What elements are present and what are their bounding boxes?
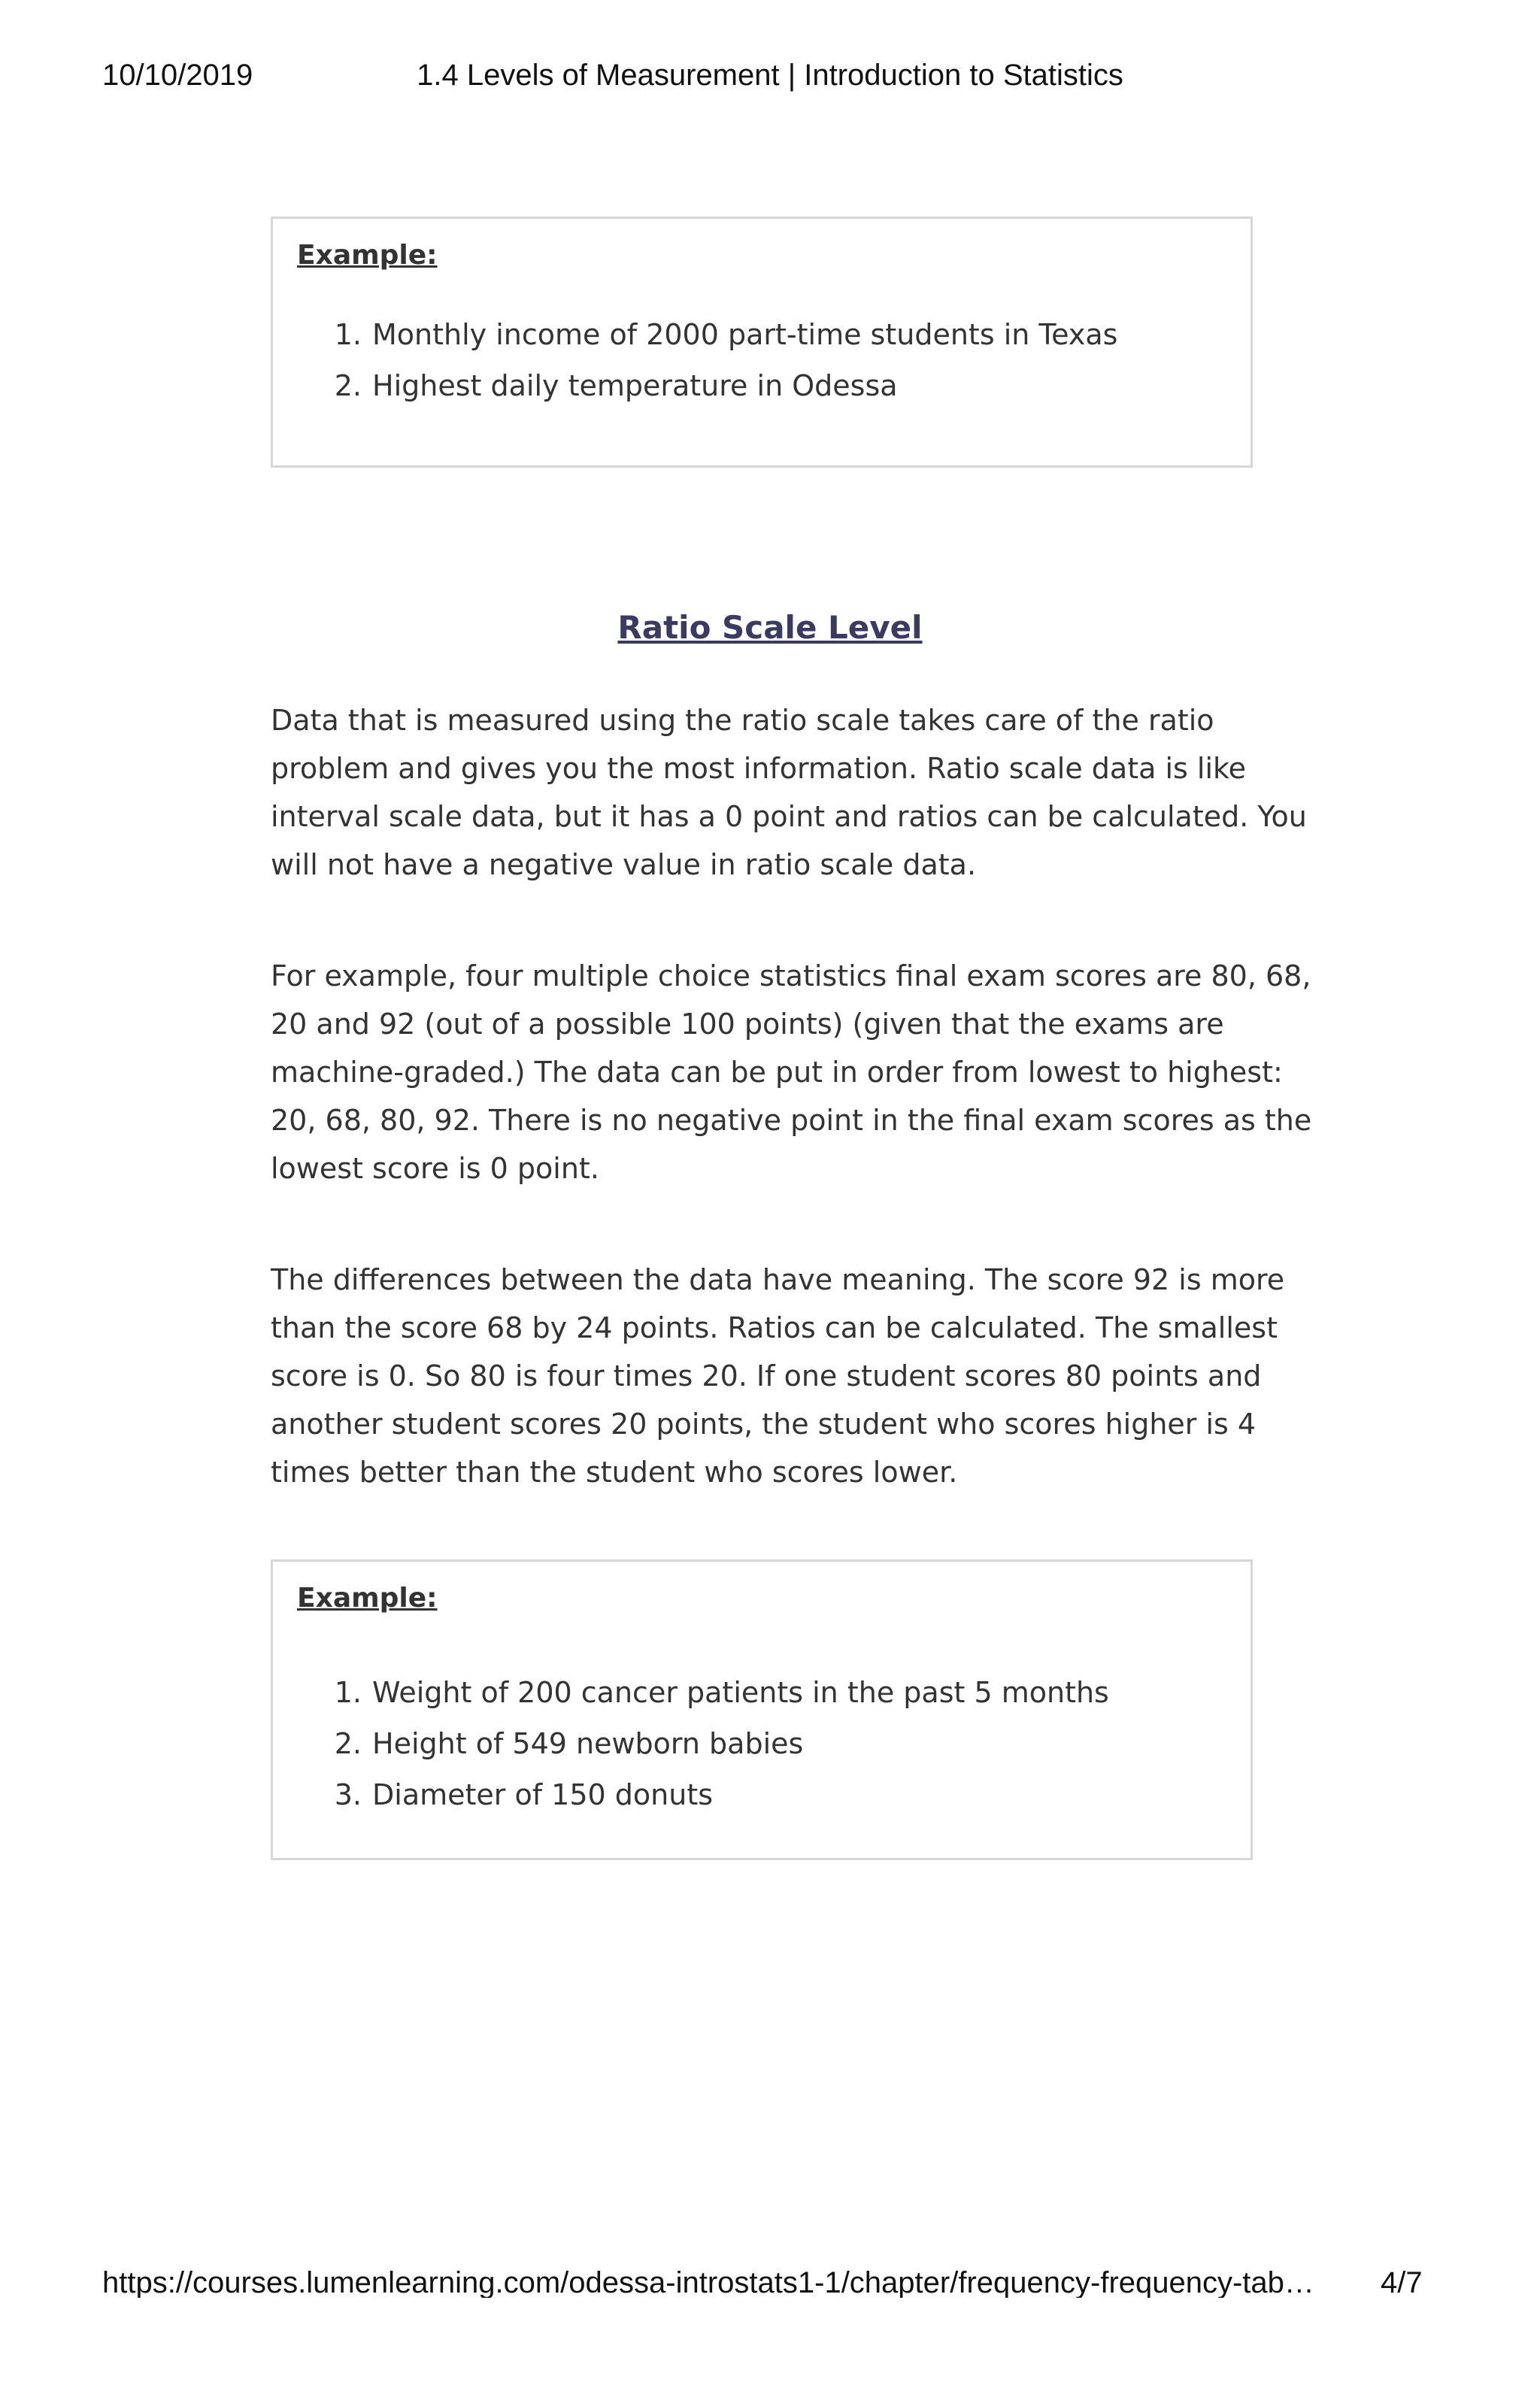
list-item: [297, 1769, 1109, 1820]
list-item: [297, 1718, 1109, 1769]
text-line: 20, 68, 80, 92. There is no negative point in the final exam scores as the: [271, 1104, 1312, 1137]
list-item: [297, 309, 1117, 360]
example-list: [297, 309, 1117, 411]
text-line: Data that is measured using the ratio scale takes care of the ratio: [271, 704, 1214, 737]
text-line: score is 0. So 80 is four times 20. If one student scores 80 points and: [271, 1359, 1262, 1393]
text-line: times better than the student who scores lower.: [271, 1456, 958, 1489]
paragraph-ratio-definition: [271, 696, 1307, 889]
list-text: Monthly income of 2000 part-time students in Texas: [372, 318, 1118, 351]
list-text: Height of 549 newborn babies: [372, 1727, 804, 1760]
list-number: 2.: [334, 1727, 362, 1760]
list-number: 1.: [334, 318, 362, 351]
paragraph-differences: [271, 1256, 1285, 1496]
example-label: Example:: [297, 1583, 438, 1614]
example-box-ratio: [271, 1559, 1253, 1860]
text-line: problem and gives you the most information. Ratio scale data is like: [271, 752, 1247, 785]
print-date: 10/10/2019: [102, 59, 253, 92]
page-url[interactable]: https://courses.lumenlearning.com/odessa-introstats1-1/chapter/frequency-frequency-tab…: [102, 2268, 1314, 2298]
list-text: Diameter of 150 donuts: [372, 1778, 714, 1811]
paragraph-exam-example: [271, 952, 1312, 1193]
text-line: than the score 68 by 24 points. Ratios can be calculated. The smallest: [271, 1311, 1278, 1344]
list-number: 3.: [334, 1778, 362, 1811]
text-line: For example, four multiple choice statistics final exam scores are 80, 68,: [271, 959, 1311, 993]
text-line: another student scores 20 points, the student who scores higher is 4: [271, 1408, 1257, 1441]
example-list: [297, 1667, 1109, 1820]
list-item: [297, 1667, 1109, 1718]
list-text: Highest daily temperature in Odessa: [372, 369, 898, 402]
text-line: machine-graded.) The data can be put in order from lowest to highest:: [271, 1056, 1283, 1089]
example-label: Example:: [297, 240, 438, 271]
text-line: will not have a negative value in ratio scale data.: [271, 848, 977, 881]
text-line: interval scale data, but it has a 0 point and ratios can be calculated. You: [271, 800, 1307, 833]
list-item: [297, 360, 1117, 411]
text-line: 20 and 92 (out of a possible 100 points) (given that the exams are: [271, 1008, 1224, 1041]
page-number: 4/7: [1381, 2266, 1423, 2299]
text-line: lowest score is 0 point.: [271, 1152, 599, 1185]
text-line: The differences between the data have meaning. The score 92 is more: [271, 1263, 1285, 1296]
list-number: 2.: [334, 369, 362, 402]
list-number: 1.: [334, 1676, 362, 1709]
section-heading-ratio-scale: Ratio Scale Level: [617, 609, 923, 646]
page-title: 1.4 Levels of Measurement | Introduction to Statistics: [417, 59, 1123, 92]
example-box-interval: [271, 217, 1253, 468]
list-text: Weight of 200 cancer patients in the past 5 months: [372, 1676, 1109, 1709]
